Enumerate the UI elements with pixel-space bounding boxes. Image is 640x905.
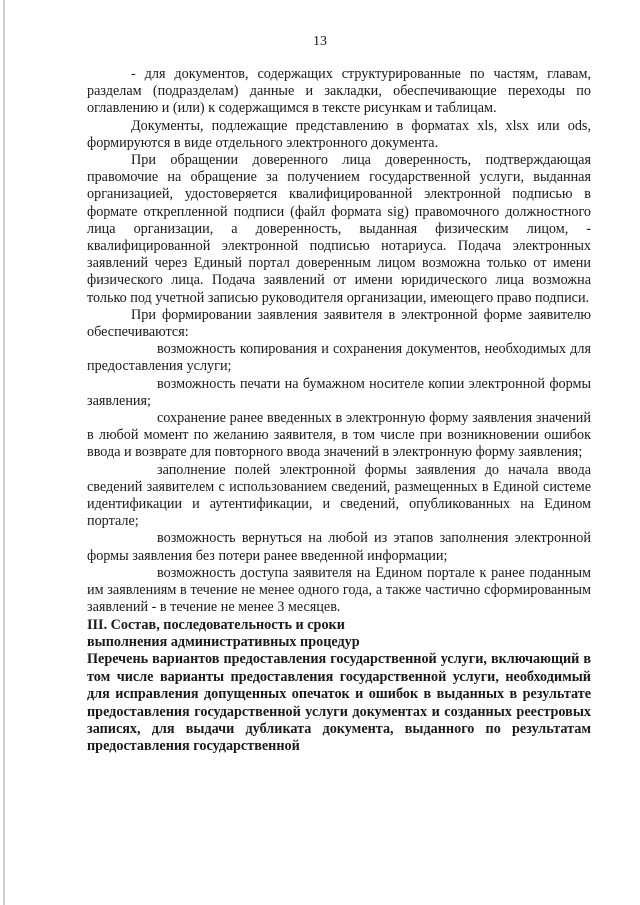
paragraph-electronic-form-intro: При формировании заявления заявителя в электронной форме заявителю обеспечиваются:: [87, 306, 591, 341]
list-item-print: возможность печати на бумажном носителе копии электронной формы заявления;: [87, 375, 591, 409]
paragraph-proxy-power: При обращении доверенного лица доверенность, подтверждающая правомочие на обращение за получением государственной услуги, выданная организацией, удостоверяется квалифицированной электронной подписью в формате открепленной подписи (файл формата sig) правомочного должностного лица организации, а доверенность, выданная физическим лицом, - квалифицированной электронной подписью нотариуса. Подача электронных заявлений через Единый портал доверенным лицом возможна только от имени физического лица. Подача заявлений от имени юридического лица возможна только под учетной записью руководителя организации, имеющего право подписи.: [87, 152, 591, 306]
document-body: [87, 66, 591, 756]
section-heading-line1: III. Состав, последовательность и сроки: [87, 616, 345, 633]
page-number: 13: [313, 34, 327, 49]
subheading-variants: Перечень вариантов предоставления государственной услуги, включающий в том числе варианты предоставления государственной услуги, необходимый для исправления допущенных опечаток и ошибок в выданных в результате предоставления государственной услуги документах и созданных реестровых записях, для выдачи дубликата документа, выданного по результатам предоставления государственной: [87, 651, 591, 755]
list-item-save-values: сохранение ранее введенных в электронную форму заявления значений в любой момент по желанию заявителя, в том числе при возникновении ошибок ввода и возврате для повторного ввода значений в электронную форму заявления;: [87, 410, 591, 461]
paragraph-xls-formats: Документы, подлежащие представлению в форматах xls, xlsx или ods, формируются в виде отдельного электронного документа.: [87, 117, 591, 151]
section-heading-line2: выполнения административных процедур: [87, 633, 360, 650]
list-item-access-history: возможность доступа заявителя на Едином портале к ранее поданным им заявлениям в течение не менее одного года, а также частично сформированным заявлений - в течение не менее 3 месяцев.: [87, 564, 591, 616]
scan-edge-shadow: [3, 0, 5, 905]
list-item-prefill: заполнение полей электронной формы заявления до начала ввода сведений заявителем с использованием сведений, размещенных в Единой системе идентификации и аутентификации, и сведений, опубликованных на Едином портале;: [87, 461, 591, 530]
list-item-copy-save: возможность копирования и сохранения документов, необходимых для предоставления услуги;: [87, 341, 591, 375]
paragraph-structured-docs: - для документов, содержащих структурированные по частям, главам, разделам (подразделам) данные и закладки, обеспечивающие переходы по оглавлению и (или) к содержащимся в тексте рисункам и таблицам.: [87, 66, 591, 117]
list-item-return-step: возможность вернуться на любой из этапов заполнения электронной формы заявления без потери ранее введенной информации;: [87, 530, 591, 564]
